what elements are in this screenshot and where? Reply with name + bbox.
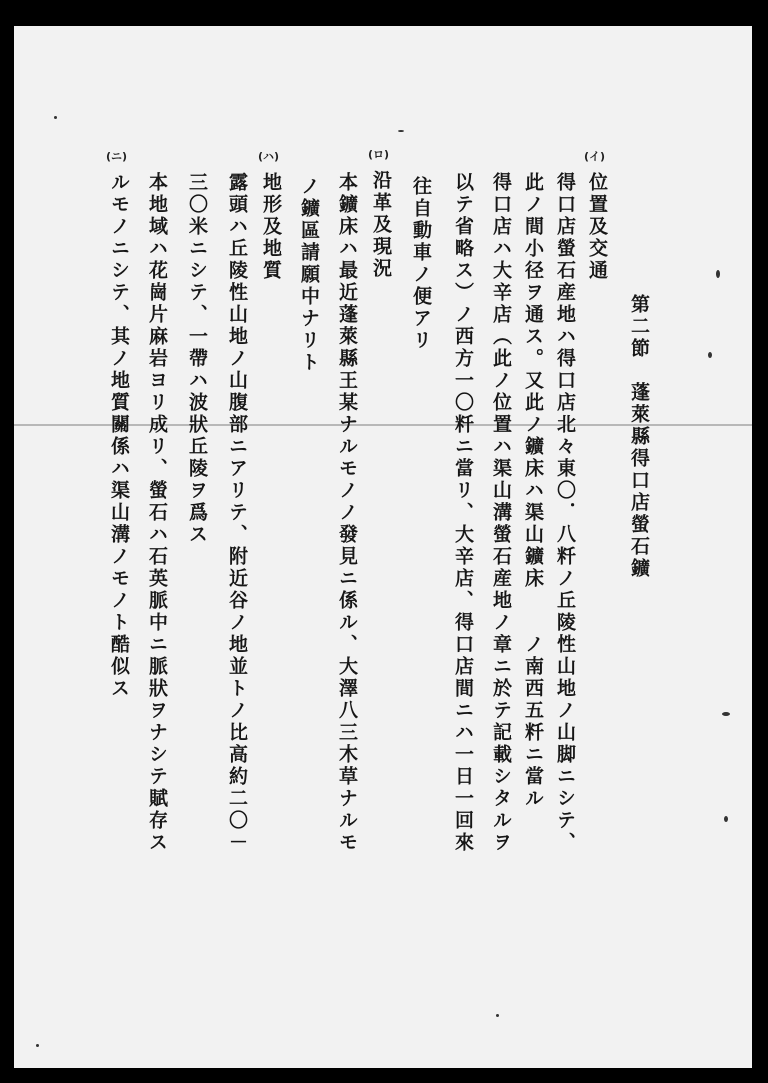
scan-speck [496,1014,499,1017]
scan-speck [398,130,404,132]
subsection-marker-c: (ハ) [258,150,280,163]
text-column-12: 三〇米ニシテ、一帶ハ波狀丘陵ヲ爲ス [186,172,208,546]
subsection-marker-b: (ロ) [368,148,390,161]
text-column-3: 此ノ間小径ヲ通ス。又此ノ鑛床ハ渠山鑛床 ノ南西五粁ニ當ル [522,172,544,810]
text-column-9: ノ鑛區請願中ナリト [298,176,320,374]
text-column-2: 得口店螢石産地ハ得口店北々東〇．八粁ノ丘陵性山地ノ山脚ニシテ、 [554,172,576,854]
subsection-marker-a: (イ) [584,150,606,163]
scan-speck [724,816,728,822]
text-column-5: 以テ省略ス）ノ西方一〇粁ニ當リ、大辛店、得口店間ニハ一日一回來 [452,172,474,854]
scan-speck [54,116,57,119]
text-column-11: 露頭ハ丘陵性山地ノ山腹部ニアリテ、附近谷ノ地並トノ比高約二〇－ [226,172,248,854]
document-page [14,26,752,1068]
section-heading: 第二節 蓬萊縣得口店螢石鑛 [628,294,650,580]
text-column-4: 得口店ハ大辛店（此ノ位置ハ渠山溝螢石産地ノ章ニ於テ記載シタルヲ [490,172,512,854]
text-column-6: 往自動車ノ便アリ [410,176,432,352]
text-column-1: 位置及交通 [586,172,608,282]
text-column-8: 本鑛床ハ最近蓬萊縣王某ナルモノノ發見ニ係ル、大澤八三木草ナルモ [336,172,358,854]
text-column-14: ルモノニシテ、其ノ地質關係ハ渠山溝ノモノト酷似ス [108,172,130,700]
scan-speck [708,352,712,358]
text-column-7: 沿革及現況 [370,170,392,280]
scan-speck [722,712,730,716]
scan-speck [716,270,720,278]
text-column-10: 地形及地質 [260,172,282,282]
subsection-marker-d: (ニ) [106,150,128,163]
scan-speck [36,1044,39,1047]
text-column-13: 本地域ハ花崗片麻岩ヨリ成リ、螢石ハ石英脈中ニ脈狀ヲナシテ賦存ス [146,172,168,854]
